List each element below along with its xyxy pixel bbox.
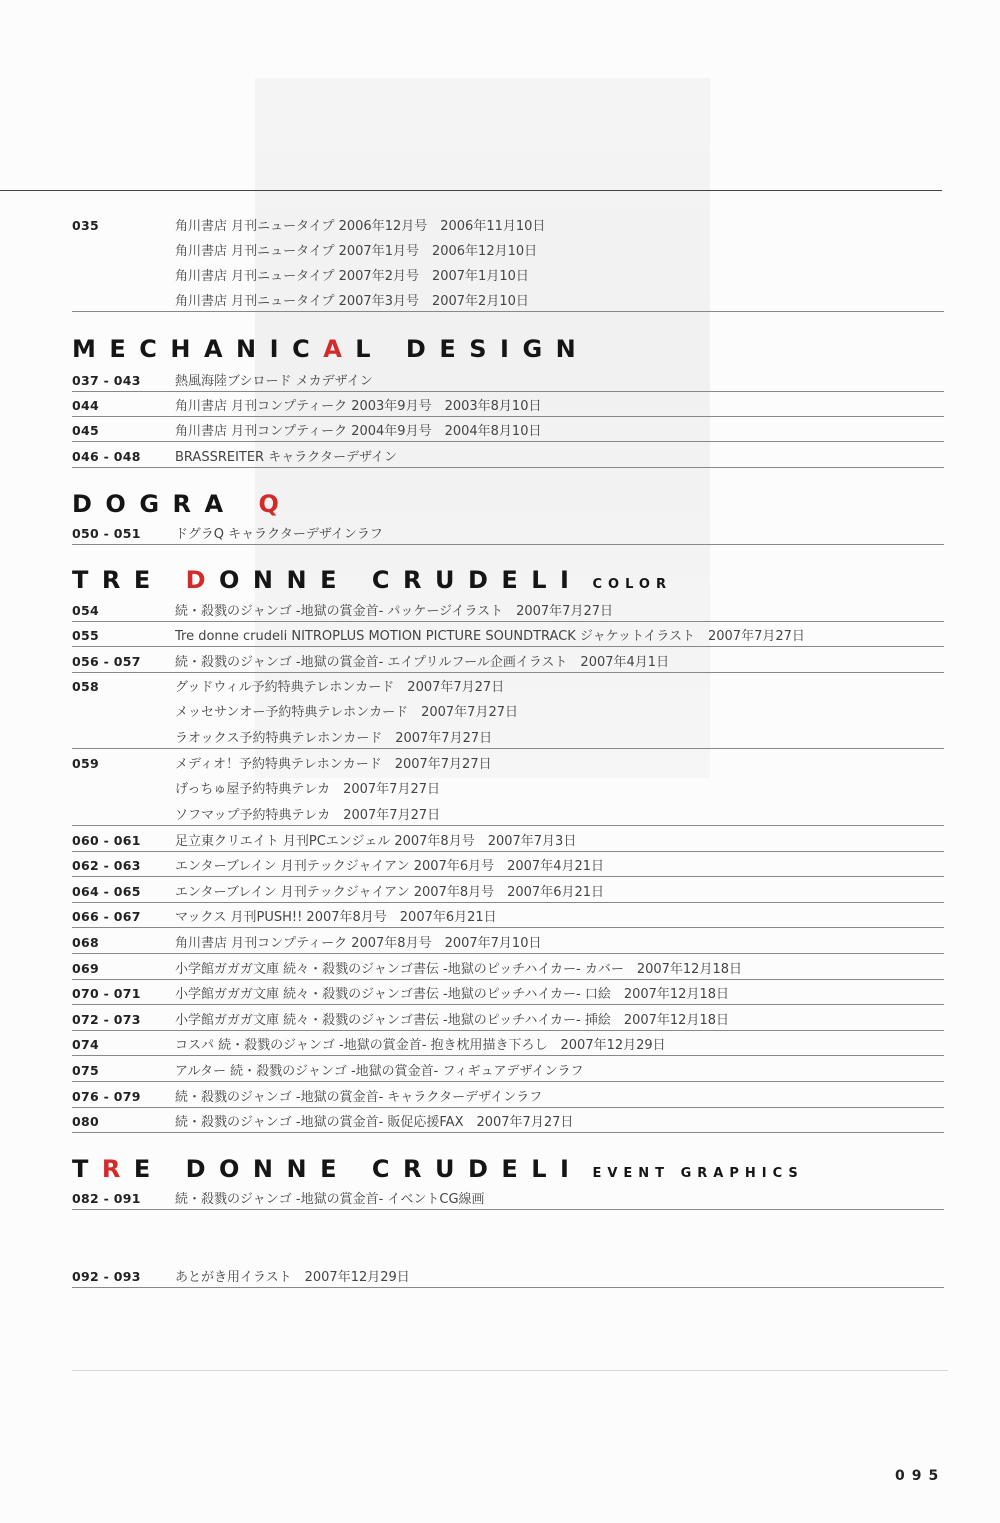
toc-row xyxy=(72,597,944,622)
toc-row xyxy=(72,750,944,775)
entry-text: コスパ 続・殺戮のジャンゴ -地獄の賞金首- 抱き枕用描き下ろし 2007年12月29日 xyxy=(175,1038,666,1053)
entry-text: 角川書店 月刊ニュータイプ 2006年12月号 2006年11月10日 xyxy=(175,219,546,234)
entry-text: Tre donne crudeli NITROPLUS MOTION PICTURE SOUNDTRACK ジャケットイラスト 2007年7月27日 xyxy=(175,629,805,644)
toc-row xyxy=(72,673,944,698)
toc-row xyxy=(72,622,944,647)
toc-row xyxy=(72,1083,944,1108)
page-range: 066 - 067 xyxy=(72,909,141,924)
entry-text: 小学館ガガガ文庫 続々・殺戮のジャンゴ書伝 -地獄のピッチハイカー- 挿絵 2007年12月18日 xyxy=(175,1013,729,1028)
page-range: 082 - 091 xyxy=(72,1191,141,1206)
page-range: 060 - 061 xyxy=(72,833,141,848)
page-range: 050 - 051 xyxy=(72,526,141,541)
page-range: 070 - 071 xyxy=(72,986,141,1001)
toc-row xyxy=(72,801,944,826)
page-range: 046 - 048 xyxy=(72,449,141,464)
toc-row xyxy=(72,1006,944,1031)
entry-text: エンターブレイン 月刊テックジャイアン 2007年6月号 2007年4月21日 xyxy=(175,859,605,874)
entry-text: げっちゅ屋予約特典テレカ 2007年7月27日 xyxy=(175,782,440,797)
toc-row xyxy=(72,367,944,392)
entry-text: 角川書店 月刊ニュータイプ 2007年3月号 2007年2月10日 xyxy=(175,294,529,309)
entry-text: BRASSREITER キャラクターデザイン xyxy=(175,450,398,465)
toc-row xyxy=(72,827,944,852)
page-range: 075 xyxy=(72,1063,99,1078)
entry-text: アルター 続・殺戮のジャンゴ -地獄の賞金首- フィギュアデザインラフ xyxy=(175,1064,584,1079)
entry-text: メッセサンオー予約特典テレホンカード 2007年7月27日 xyxy=(175,705,518,720)
page-range: 069 xyxy=(72,961,99,976)
page-range: 059 xyxy=(72,756,99,771)
entry-text: 続・殺戮のジャンゴ -地獄の賞金首- イベントCG線画 xyxy=(175,1192,485,1207)
toc-row xyxy=(72,520,944,545)
entry-text: 角川書店 月刊ニュータイプ 2007年1月号 2006年12月10日 xyxy=(175,244,538,259)
entry-text: 小学館ガガガ文庫 続々・殺戮のジャンゴ書伝 -地獄のピッチハイカー- 口絵 2007年12月18日 xyxy=(175,987,729,1002)
toc-row xyxy=(72,417,944,442)
toc-row xyxy=(72,775,944,800)
section-heading-mechanical-design: MECHANICAL DESIGN xyxy=(72,335,590,363)
toc-row xyxy=(72,392,944,417)
page-range: 074 xyxy=(72,1037,99,1052)
toc-row xyxy=(72,724,944,749)
page-range: 044 xyxy=(72,398,99,413)
entry-text: 続・殺戮のジャンゴ -地獄の賞金首- エイプリルフール企画イラスト 2007年4月1日 xyxy=(175,655,670,670)
entry-text: マックス 月刊PUSH!! 2007年8月号 2007年6月21日 xyxy=(175,910,497,925)
entry-text: 足立東クリエイト 月刊PCエンジェル 2007年8月号 2007年7月3日 xyxy=(175,834,577,849)
page-range: 056 - 057 xyxy=(72,654,141,669)
toc-row xyxy=(72,852,944,877)
page-range: 045 xyxy=(72,423,99,438)
page-range: 092 - 093 xyxy=(72,1269,141,1284)
entry-text: 続・殺戮のジャンゴ -地獄の賞金首- パッケージイラスト 2007年7月27日 xyxy=(175,604,613,619)
section-heading-tre-donne-crudeli-event-graphics: TRE DONNE CRUDELI EVENT GRAPHICS xyxy=(72,1155,804,1183)
entry-text: グッドウィル予約特典テレホンカード 2007年7月27日 xyxy=(175,680,505,695)
toc-row xyxy=(72,1108,944,1133)
entry-text: 続・殺戮のジャンゴ -地獄の賞金首- 販促応援FAX 2007年7月27日 xyxy=(175,1115,574,1130)
page-range: 037 - 043 xyxy=(72,373,141,388)
page-number: 095 xyxy=(895,1468,946,1484)
entry-text: 小学館ガガガ文庫 続々・殺戮のジャンゴ書伝 -地獄のピッチハイカー- カバー 2007年12月18日 xyxy=(175,962,742,977)
toc-row xyxy=(72,878,944,903)
page-range: 054 xyxy=(72,603,99,618)
section-heading-dogra-q: DOGRA Q xyxy=(72,490,293,518)
toc-row xyxy=(72,1263,944,1288)
page-range: 080 xyxy=(72,1114,99,1129)
entry-text: ドグラQ キャラクターデザインラフ xyxy=(175,527,383,542)
top-divider xyxy=(0,190,942,191)
entry-text: 角川書店 月刊コンプティーク 2004年9月号 2004年8月10日 xyxy=(175,424,542,439)
toc-row xyxy=(72,262,944,287)
entry-text: 続・殺戮のジャンゴ -地獄の賞金首- キャラクターデザインラフ xyxy=(175,1090,543,1105)
entry-text: 熱風海陸ブシロード メカデザイン xyxy=(175,374,373,389)
toc-row xyxy=(72,1057,944,1082)
entry-text: ソフマップ予約特典テレカ 2007年7月27日 xyxy=(175,808,441,823)
page-range: 072 - 073 xyxy=(72,1012,141,1027)
toc-row xyxy=(72,929,944,954)
footer-divider xyxy=(72,1370,948,1371)
entry-text: 角川書店 月刊ニュータイプ 2007年2月号 2007年1月10日 xyxy=(175,269,529,284)
toc-row xyxy=(72,955,944,980)
page-range: 068 xyxy=(72,935,99,950)
page-range: 058 xyxy=(72,679,99,694)
toc-row xyxy=(72,980,944,1005)
page-range: 055 xyxy=(72,628,99,643)
toc-row xyxy=(72,1185,944,1210)
toc-row xyxy=(72,237,944,262)
toc-row xyxy=(72,443,944,468)
toc-row xyxy=(72,698,944,723)
page-range: 035 xyxy=(72,218,99,233)
entry-text: エンターブレイン 月刊テックジャイアン 2007年8月号 2007年6月21日 xyxy=(175,885,605,900)
entry-text: 角川書店 月刊コンプティーク 2007年8月号 2007年7月10日 xyxy=(175,936,542,951)
entry-text: メディオ！予約特典テレホンカード 2007年7月27日 xyxy=(175,757,492,772)
toc-row xyxy=(72,903,944,928)
entry-text: ラオックス予約特典テレホンカード 2007年7月27日 xyxy=(175,731,493,746)
toc-row xyxy=(72,287,944,312)
page-range: 076 - 079 xyxy=(72,1089,141,1104)
entry-text: あとがき用イラスト 2007年12月29日 xyxy=(175,1270,410,1285)
toc-row xyxy=(72,648,944,673)
section-heading-tre-donne-crudeli-color: TRE DONNE CRUDELI COLOR xyxy=(72,566,672,594)
toc-row xyxy=(72,1031,944,1056)
page-range: 064 - 065 xyxy=(72,884,141,899)
entry-text: 角川書店 月刊コンプティーク 2003年9月号 2003年8月10日 xyxy=(175,399,542,414)
page-range: 062 - 063 xyxy=(72,858,141,873)
toc-row xyxy=(72,212,944,237)
